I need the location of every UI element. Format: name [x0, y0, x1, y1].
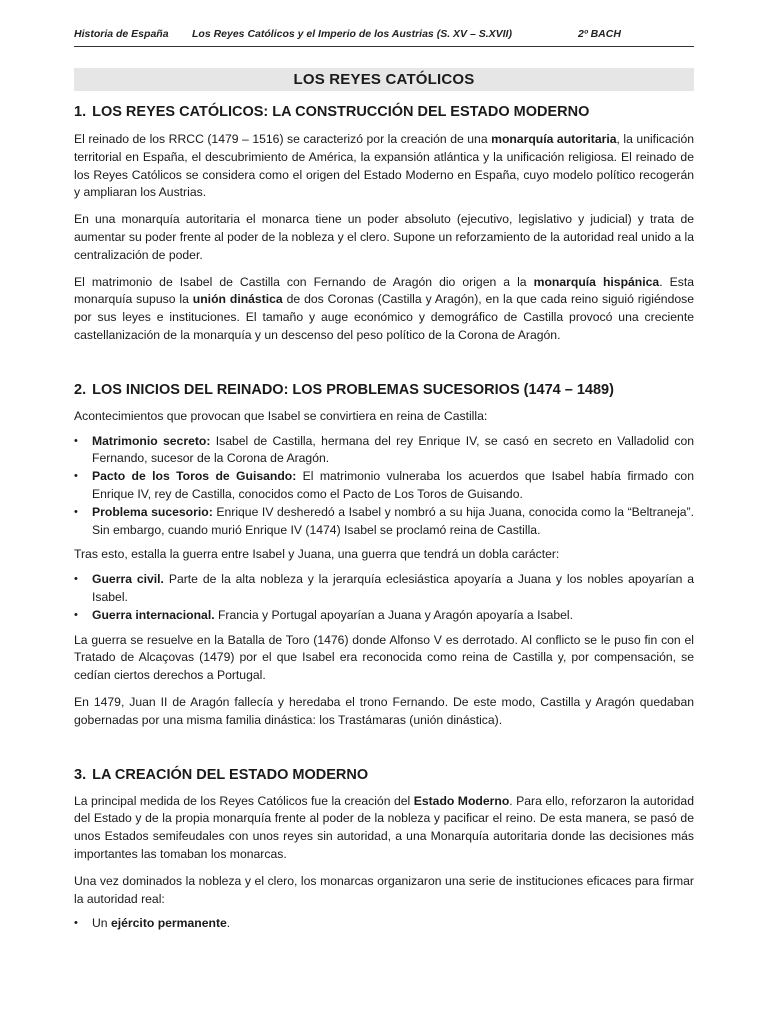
section-1-title: LOS REYES CATÓLICOS: LA CONSTRUCCIÓN DEL ESTADO MODERNO [92, 104, 590, 120]
text-run: La principal medida de los Reyes Católicos fue la creación del [74, 793, 414, 808]
list-item [74, 468, 694, 504]
section-2-paragraph-1479: En 1479, Juan II de Aragón fallecía y heredaba el trono Fernando. De este modo, Castilla y Aragón quedaban gobernadas por una misma familia dinástica: los Trastámaras (unión dinástica). [74, 694, 694, 727]
list-item [74, 433, 694, 469]
bullet-icon: • [74, 505, 78, 518]
section-3-number: 3. [74, 766, 87, 783]
text-run: . [226, 916, 231, 931]
events-list [74, 433, 694, 540]
list-item-text: El matrimonio vulneraba los acuerdos que Isabel había firmado con Enrique IV, rey de Castilla, conocidos como el Pacto de Los Toros de Guisando. [92, 469, 694, 501]
section-1-paragraph-2: En una monarquía autoritaria el monarca tiene un poder absoluto (ejecutivo, legislativo y judicial) y trata de aumentar su poder frente al poder de la nobleza y el clero. Supone un reforzamiento de la autoridad real unido a la centralización de poder. [74, 212, 694, 262]
section-2-paragraph-toro: La guerra se resuelve en la Batalla de Toro (1476) donde Alfonso V es derrotado. Al conflicto se le puso fin con el Tratado de Alcaçovas (1479) por el que Isabel era reconocida como reina de Castilla y, por compensación, se cedían ciertos derechos a Portugal. [74, 632, 694, 683]
bullet-icon: • [74, 434, 78, 447]
header-course: 2º BACH [578, 28, 621, 40]
bullet-icon: • [74, 608, 78, 621]
emphasis-monarquia-autoritaria: monarquía autoritaria [491, 132, 617, 146]
bullet-icon: • [74, 917, 78, 930]
text-run: El matrimonio de Isabel de Castilla con Fernando de Aragón dio origen a la [74, 274, 534, 289]
section-3-heading [74, 766, 694, 784]
list-item-term: Guerra civil. [92, 572, 164, 587]
wars-list [74, 571, 694, 624]
list-item-text: Enrique IV desheredó a Isabel y nombró a su hija Juana, conocida como la “Beltraneja”. Sin embargo, cuando murió Enrique IV (1474) Isabel se proclamó reina de Castilla. [92, 504, 694, 537]
section-2-number: 2. [74, 381, 87, 398]
text-run: de dos Coronas (Castilla y Aragón), en la que cada reino siguió rigiéndose por sus leyes e instituciones. El tamaño y auge económico y demográfico de Castilla provocó una creciente castellanización de la monarquía y un descenso del peso político de la Corona de Aragón. [74, 292, 695, 342]
list-item [74, 571, 694, 607]
text-run: . Para ello, reforzaron la autoridad del Estado y de la propia monarquía frente al poder de la nobleza y pacificar el reino. De esta manera, se pasó de unos Estados semifeudales con unos reyes sin autoridad, a una Monarquía autoritaria donde las decisiones más importantes las tomaban los monarcas. [74, 793, 694, 861]
header-topic: Los Reyes Católicos y el Imperio de los Austrias (S. XV – S.XVII) [192, 28, 512, 40]
section-1-paragraph-3 [74, 274, 694, 345]
page-title: LOS REYES CATÓLICOS [74, 68, 694, 91]
text-run: El reinado de los RRCC (1479 – 1516) se caracterizó por la creación de una [74, 132, 492, 146]
list-item [74, 504, 694, 540]
list-item-text: Parte de la alta nobleza y la jerarquía eclesiástica apoyaría a Juana y los nobles apoyarían a Isabel. [92, 572, 695, 604]
list-item [74, 915, 694, 933]
list-item-term: Matrimonio secreto: [92, 433, 211, 448]
section-2-intro: Acontecimientos que provocan que Isabel se convirtiera en reina de Castilla: [74, 408, 488, 423]
list-item [74, 607, 694, 625]
bullet-icon: • [74, 470, 78, 483]
section-1-paragraph-1 [74, 131, 694, 202]
section-3-paragraph-2: Una vez dominados la nobleza y el clero, los monarcas organizaron una serie de instituciones eficaces para firmar la autoridad real: [74, 873, 694, 906]
section-1-heading [74, 103, 694, 121]
emphasis-union-dinastica: unión dinástica [192, 292, 283, 307]
list-item-term: Pacto de los Toros de Guisando: [92, 469, 297, 484]
list-item-text: Francia y Portugal apoyarían a Juana y Aragón apoyaría a Isabel. [214, 607, 573, 622]
text-run: Un [92, 916, 111, 931]
text-run: , la unificación territorial en España, el descubrimiento de América, la expansión atlántica y la unificación religiosa. El reinado de los Reyes Católicos se considera como el origen del Estado Moderno en España, cuyo modelo político recogerán y ampliaran los Austrias. [74, 132, 695, 200]
section-1-number: 1. [74, 104, 87, 120]
section-2-war-intro: Tras esto, estalla la guerra entre Isabel y Juana, una guerra que tendrá un dobla carácter: [74, 547, 560, 562]
section-3-title: LA CREACIÓN DEL ESTADO MODERNO [92, 766, 369, 783]
text-run: . Esta monarquía supuso la [74, 274, 694, 307]
list-item-term: Guerra internacional. [92, 607, 215, 622]
emphasis-ejercito-permanente: ejército permanente [110, 916, 227, 931]
list-item-term: Problema sucesorio: [92, 504, 213, 519]
section-2-title: LOS INICIOS DEL REINADO: LOS PROBLEMAS SUCESORIOS (1474 – 1489) [92, 381, 614, 398]
document-body [74, 68, 694, 933]
bullet-icon: • [74, 573, 78, 586]
list-item-text: Isabel de Castilla, hermana del rey Enrique IV, se casó en secreto en Valladolid con Fernando, sucesor de la Corona de Aragón. [92, 433, 695, 466]
running-header [74, 26, 694, 47]
section-2-heading [74, 381, 694, 399]
emphasis-estado-moderno: Estado Moderno [413, 793, 510, 808]
emphasis-monarquia-hispanica: monarquía hispánica [533, 274, 660, 289]
institutions-list [74, 915, 694, 933]
section-3-paragraph-1 [74, 793, 694, 864]
header-subject: Historia de España [74, 28, 169, 40]
